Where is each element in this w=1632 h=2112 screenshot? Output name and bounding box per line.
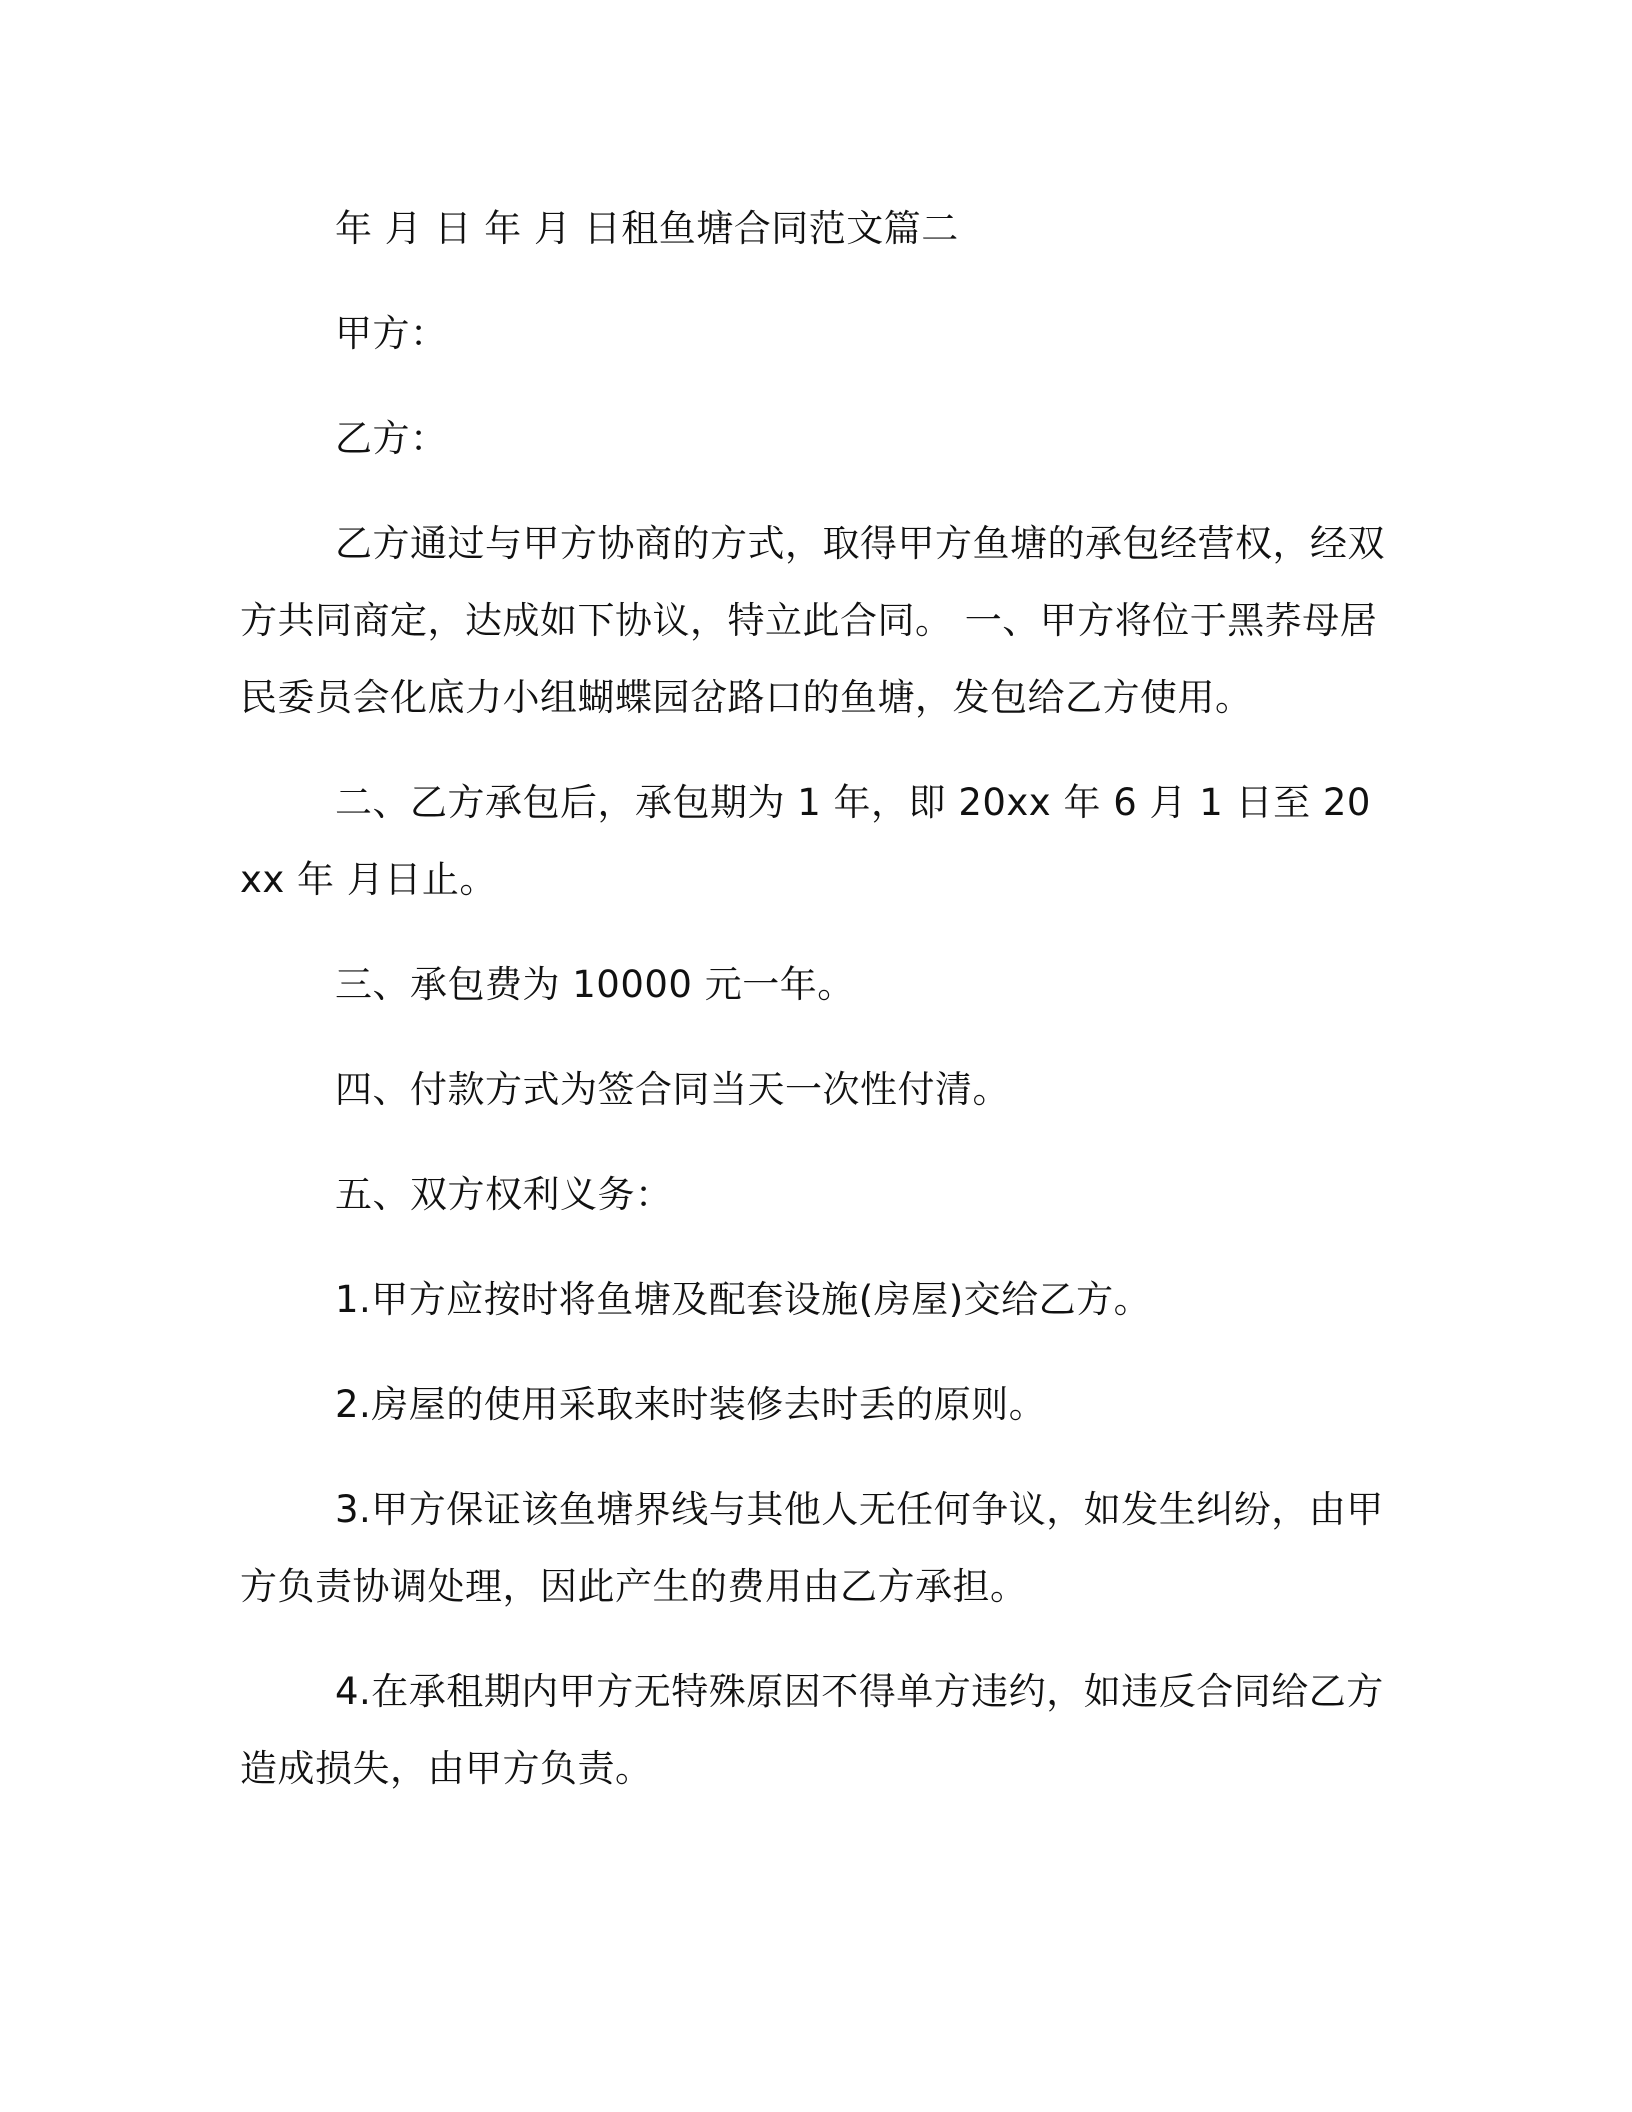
clause-5-item-1: 1.甲方应按时将鱼塘及配套设施(房屋)交给乙方。	[335, 1278, 1152, 1321]
clause-5-heading: 五、双方权利义务：	[335, 1173, 673, 1216]
clause-5-item-3: 3.甲方保证该鱼塘界线与其他人无任何争议，如发生纠纷，由甲方负责协调处理，因此产生的费用由乙方承担。	[240, 1488, 1384, 1608]
clause-5-item-4: 4.在承租期内甲方无特殊原因不得单方违约，如违反合同给乙方造成损失，由甲方负责。	[240, 1670, 1384, 1790]
document-body	[240, 190, 1390, 1807]
clause-5-item-2: 2.房屋的使用采取来时装修去时丢的原则。	[335, 1383, 1047, 1426]
clause-2: 二、乙方承包后，承包期为 1 年，即 20xx 年 6 月 1 日至 20xx 年 月日止。	[240, 781, 1371, 901]
party-b-line: 乙方：	[335, 417, 448, 460]
clause-3: 三、承包费为 10000 元一年。	[335, 963, 855, 1006]
intro-paragraph: 乙方通过与甲方协商的方式，取得甲方鱼塘的承包经营权，经双方共同商定，达成如下协议，特立此合同。 一、甲方将位于黑荞母居民委员会化底力小组蝴蝶园岔路口的鱼塘，发包给乙方使用。	[240, 522, 1385, 719]
document-title: 年 月 日 年 月 日租鱼塘合同范文篇二	[335, 207, 959, 250]
party-a-line: 甲方：	[335, 312, 448, 355]
clause-4: 四、付款方式为签合同当天一次性付清。	[335, 1068, 1010, 1111]
